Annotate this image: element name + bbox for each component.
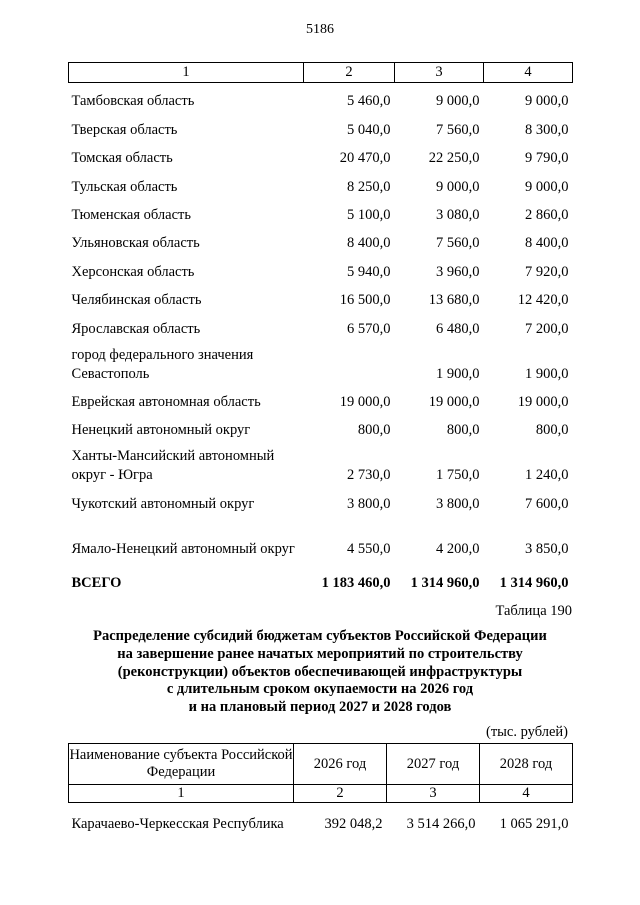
value-2026: 4 550,0 bbox=[347, 540, 391, 557]
subsidies-table bbox=[68, 743, 573, 833]
value-2028: 1 240,0 bbox=[525, 467, 569, 484]
value-2027: 6 480,0 bbox=[436, 320, 480, 337]
table-body bbox=[69, 83, 573, 593]
table-row bbox=[69, 485, 573, 513]
value-2028: 2 860,0 bbox=[525, 206, 569, 223]
value-2027: 13 680,0 bbox=[428, 292, 480, 309]
value-2026: 3 800,0 bbox=[347, 495, 391, 512]
table-row bbox=[69, 140, 573, 168]
caption-line: и на плановый период 2027 и 2028 годов bbox=[188, 699, 452, 716]
value-2026: 5 460,0 bbox=[347, 93, 391, 110]
table-caption bbox=[68, 628, 572, 717]
value-2028: 7 200,0 bbox=[525, 320, 569, 337]
value-2026 bbox=[304, 339, 395, 384]
column-number: 4 bbox=[484, 63, 573, 83]
column-number: 3 bbox=[387, 785, 480, 803]
value-2027: 3 514 266,0 bbox=[406, 816, 476, 832]
region-name: Тверская область bbox=[71, 121, 178, 138]
region-name: Ярославская область bbox=[71, 320, 201, 337]
value-2026: 5 940,0 bbox=[347, 263, 391, 280]
header-subject-name: Наименование субъекта Российской Федерации bbox=[69, 744, 294, 785]
value-2026: 8 400,0 bbox=[347, 235, 391, 252]
value-2028: 3 850,0 bbox=[525, 540, 569, 557]
region-name: город федерального значения Севастополь bbox=[71, 346, 254, 382]
table-row bbox=[69, 83, 573, 112]
region-name: Челябинская область bbox=[71, 292, 202, 309]
value-2028: 8 400,0 bbox=[525, 235, 569, 252]
value-2028: 7 920,0 bbox=[525, 263, 569, 280]
table-row bbox=[69, 384, 573, 412]
value-2026: 19 000,0 bbox=[339, 393, 391, 410]
region-name: Еврейская автономная область bbox=[71, 393, 261, 410]
table-row bbox=[69, 339, 573, 384]
value-2027: 22 250,0 bbox=[428, 150, 480, 167]
regions-table bbox=[68, 62, 573, 593]
column-number: 2 bbox=[304, 63, 395, 83]
table-row bbox=[69, 225, 573, 253]
region-name: Херсонская область bbox=[71, 263, 195, 280]
value-2028: 8 300,0 bbox=[525, 121, 569, 138]
table-label: Таблица 190 bbox=[495, 603, 572, 619]
region-name: Тюменская область bbox=[71, 206, 191, 223]
value-2028: 9 000,0 bbox=[525, 178, 569, 195]
value-2026: 5 040,0 bbox=[347, 121, 391, 138]
region-name: Чукотский автономный округ bbox=[71, 495, 255, 512]
column-number: 4 bbox=[480, 785, 573, 803]
table-header bbox=[69, 63, 573, 83]
region-name: Томская область bbox=[71, 150, 173, 167]
value-2028: 1 900,0 bbox=[525, 365, 569, 382]
total-row bbox=[69, 559, 573, 593]
units-note: (тыс. рублей) bbox=[486, 724, 568, 740]
value-2027: 9 000,0 bbox=[436, 178, 480, 195]
value-2028: 1 314 960,0 bbox=[499, 574, 569, 591]
table-row bbox=[69, 310, 573, 338]
value-2027: 3 960,0 bbox=[436, 263, 480, 280]
value-2026: 8 250,0 bbox=[347, 178, 391, 195]
value-2027: 3 800,0 bbox=[436, 495, 480, 512]
column-number: 1 bbox=[69, 785, 294, 803]
value-2028: 7 600,0 bbox=[525, 495, 569, 512]
caption-line: с длительным сроком окупаемости на 2026 год bbox=[166, 681, 474, 698]
value-2027: 1 750,0 bbox=[436, 467, 480, 484]
value-2027: 3 080,0 bbox=[436, 206, 480, 223]
value-2028: 1 065 291,0 bbox=[499, 816, 569, 832]
table-row bbox=[69, 803, 573, 834]
value-2026: 16 500,0 bbox=[339, 292, 391, 309]
table-header bbox=[69, 744, 573, 803]
region-name: Ненецкий автономный округ bbox=[71, 422, 251, 439]
value-2026: 392 048,2 bbox=[324, 816, 383, 832]
header-2028: 2028 год bbox=[480, 744, 573, 785]
value-2028: 19 000,0 bbox=[517, 393, 569, 410]
table-row bbox=[69, 440, 573, 485]
value-2027: 800,0 bbox=[446, 422, 480, 439]
value-2026: 5 100,0 bbox=[347, 206, 391, 223]
region-name: Тамбовская область bbox=[71, 93, 195, 110]
table-row bbox=[69, 514, 573, 559]
column-number: 2 bbox=[294, 785, 387, 803]
value-2027: 4 200,0 bbox=[436, 540, 480, 557]
caption-line: (реконструкции) объектов обеспечивающей инфраструктуры bbox=[117, 663, 523, 680]
region-name: Ханты-Мансийский автономный округ - Югра bbox=[71, 448, 275, 484]
table-row bbox=[69, 168, 573, 196]
table-row bbox=[69, 282, 573, 310]
table-row bbox=[69, 253, 573, 281]
value-2028: 9 790,0 bbox=[525, 150, 569, 167]
column-number: 3 bbox=[395, 63, 484, 83]
caption-line: на завершение ранее начатых мероприятий по строительству bbox=[117, 645, 523, 662]
value-2027: 1 314 960,0 bbox=[410, 574, 480, 591]
value-2026: 2 730,0 bbox=[347, 467, 391, 484]
region-name: ВСЕГО bbox=[71, 574, 122, 591]
value-2026: 800,0 bbox=[357, 422, 391, 439]
value-2027: 19 000,0 bbox=[428, 393, 480, 410]
value-2026: 6 570,0 bbox=[347, 320, 391, 337]
value-2028: 9 000,0 bbox=[525, 93, 569, 110]
region-name: Тульская область bbox=[71, 178, 178, 195]
table-row bbox=[69, 412, 573, 440]
value-2027: 7 560,0 bbox=[436, 121, 480, 138]
page-number: 5186 bbox=[306, 22, 334, 37]
value-2027: 7 560,0 bbox=[436, 235, 480, 252]
value-2027: 9 000,0 bbox=[436, 93, 480, 110]
value-2028: 800,0 bbox=[535, 422, 569, 439]
value-2026: 20 470,0 bbox=[339, 150, 391, 167]
table-row bbox=[69, 111, 573, 139]
value-2027: 1 900,0 bbox=[436, 365, 480, 382]
column-number: 1 bbox=[69, 63, 304, 83]
caption-line: Распределение субсидий бюджетам субъектов Российской Федерации bbox=[93, 628, 547, 644]
table-body bbox=[69, 803, 573, 834]
region-name: Ямало-Ненецкий автономный округ bbox=[71, 540, 295, 557]
region-name: Карачаево-Черкесская Республика bbox=[71, 816, 284, 832]
value-2028: 12 420,0 bbox=[517, 292, 569, 309]
header-2026: 2026 год bbox=[294, 744, 387, 785]
header-2027: 2027 год bbox=[387, 744, 480, 785]
table-row bbox=[69, 197, 573, 225]
region-name: Ульяновская область bbox=[71, 235, 200, 252]
value-2026: 1 183 460,0 bbox=[321, 574, 391, 591]
